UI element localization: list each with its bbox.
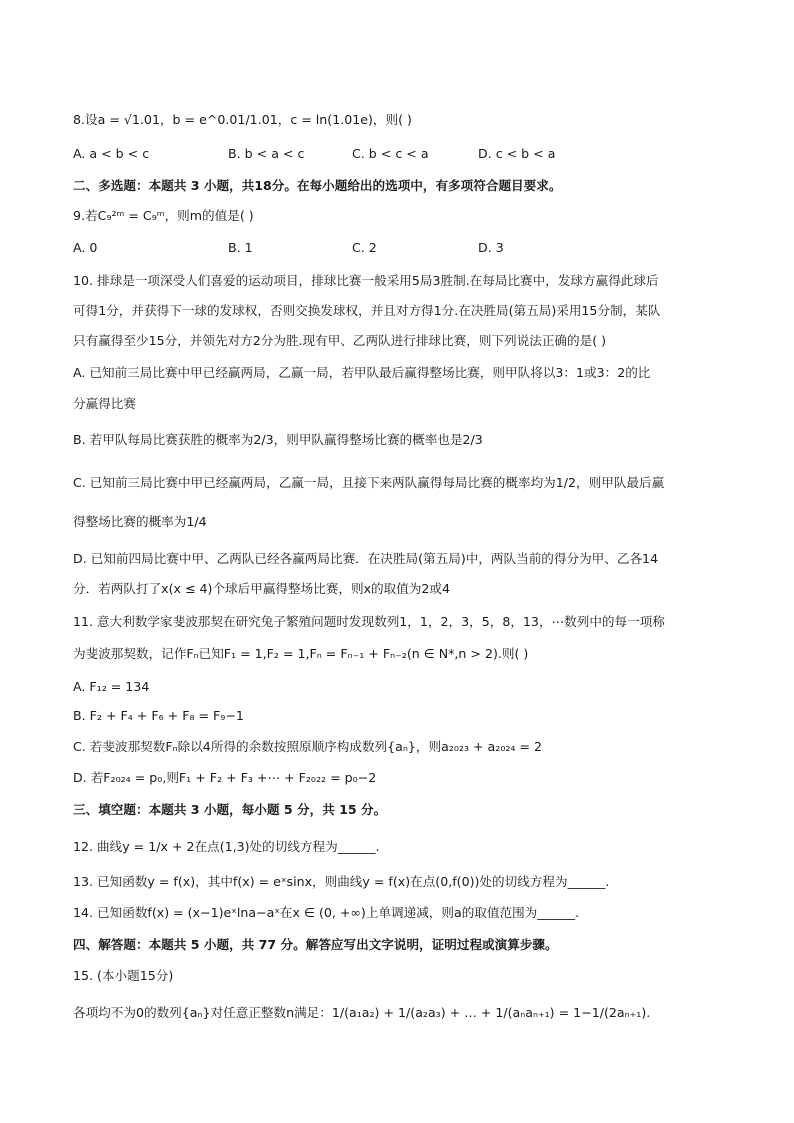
q9-option-a: A. 0 (73, 240, 98, 255)
q11-option-b: B. F₂ + F₄ + F₆ + F₈ = F₉−1 (73, 708, 244, 723)
q11-line: 为斐波那契数，记作Fₙ已知F₁ = 1,F₂ = 1,Fₙ = Fₙ₋₁ + Fₙ₋₂(n ∈ N*,n > 2).则( ) (73, 646, 529, 661)
q15-title: 15. (本小题15分) (73, 968, 174, 983)
section-heading-solutions: 四、解答题：本题共 5 小题，共 77 分。解答应写出文字说明，证明过程或演算步骤。 (73, 937, 558, 952)
q10-option-c: C. 已知前三局比赛中甲已经赢两局，乙赢一局，且接下来两队赢得每局比赛的概率均为1/2，则甲队最后赢 (73, 475, 665, 490)
q11-option-a: A. F₁₂ = 134 (73, 679, 150, 694)
q12-stem: 12. 曲线y = 1/x + 2在点(1,3)处的切线方程为______. (73, 839, 380, 854)
q13-stem: 13. 已知函数y = f(x)，其中f(x) = eˣsinx，则曲线y = f(x)在点(0,f(0))处的切线方程为______. (73, 874, 610, 889)
q8-option-d: D. c < b < a (478, 146, 556, 161)
q9-option-b: B. 1 (228, 240, 253, 255)
q10-option-a: A. 已知前三局比赛中甲已经赢两局，乙赢一局，若甲队最后赢得整场比赛，则甲队将以3：1或3：2的比 (73, 365, 651, 380)
q14-stem: 14. 已知函数f(x) = (x−1)eˣlna−aˣ在x ∈ (0, +∞)上单调递减，则a的取值范围为______. (73, 905, 580, 920)
q9-option-c: C. 2 (352, 240, 377, 255)
q10-line: 10. 排球是一项深受人们喜爱的运动项目，排球比赛一般采用5局3胜制.在每局比赛中，发球方赢得此球后 (73, 273, 659, 288)
q10-line: 只有赢得至少15分，并领先对方2分为胜.现有甲、乙两队进行排球比赛，则下列说法正确的是( ) (73, 333, 607, 348)
q9-stem: 9.若C₉²ᵐ = C₉ᵐ，则m的值是( ) (73, 208, 254, 223)
q11-option-c: C. 若斐波那契数Fₙ除以4所得的余数按照原顺序构成数列{aₙ}，则a₂₀₂₃ + a₂₀₂₄ = 2 (73, 739, 543, 754)
q10-option-d-cont: 分．若两队打了x(x ≤ 4)个球后甲赢得整场比赛，则x的取值为2或4 (73, 581, 451, 596)
q11-option-d: D. 若F₂₀₂₄ = p₀,则F₁ + F₂ + F₃ +⋯ + F₂₀₂₂ = p₀−2 (73, 770, 377, 785)
q8-option-a: A. a < b < c (73, 146, 150, 161)
q10-line: 可得1分，并获得下一球的发球权，否则交换发球权，并且对方得1分.在决胜局(第五局)采用15分制，某队 (73, 303, 661, 318)
q15-stem: 各项均不为0的数列{aₙ}对任意正整数n满足：1/(a₁a₂) + 1/(a₂a₃) + … + 1/(aₙaₙ₊₁) = 1−1/(2aₙ₊₁). (73, 1005, 651, 1020)
q10-option-b: B. 若甲队每局比赛获胜的概率为2/3，则甲队赢得整场比赛的概率也是2/3 (73, 432, 483, 447)
q9-option-d: D. 3 (478, 240, 504, 255)
q10-option-d: D. 已知前四局比赛中甲、乙两队已经各赢两局比赛．在决胜局(第五局)中，两队当前的得分为甲、乙各14 (73, 551, 659, 566)
q8-option-c: C. b < c < a (352, 146, 429, 161)
q10-option-c-cont: 得整场比赛的概率为1/4 (73, 514, 207, 529)
q8-stem: 8.设a = √1.01，b = e^0.01/1.01，c = ln(1.01e)，则( ) (73, 112, 412, 127)
q10-option-a-cont: 分赢得比赛 (73, 396, 136, 411)
section-heading-fill-in: 三、填空题：本题共 3 小题，每小题 5 分，共 15 分。 (73, 802, 387, 817)
q8-option-b: B. b < a < c (228, 146, 305, 161)
section-heading-multiple-choice: 二、多选题：本题共 3 小题，共18分。在每小题给出的选项中，有多项符合题目要求。 (73, 178, 562, 193)
q11-line: 11. 意大利数学家斐波那契在研究兔子繁殖问题时发现数列1，1，2，3，5，8，13，⋯数列中的每一项称 (73, 614, 665, 629)
